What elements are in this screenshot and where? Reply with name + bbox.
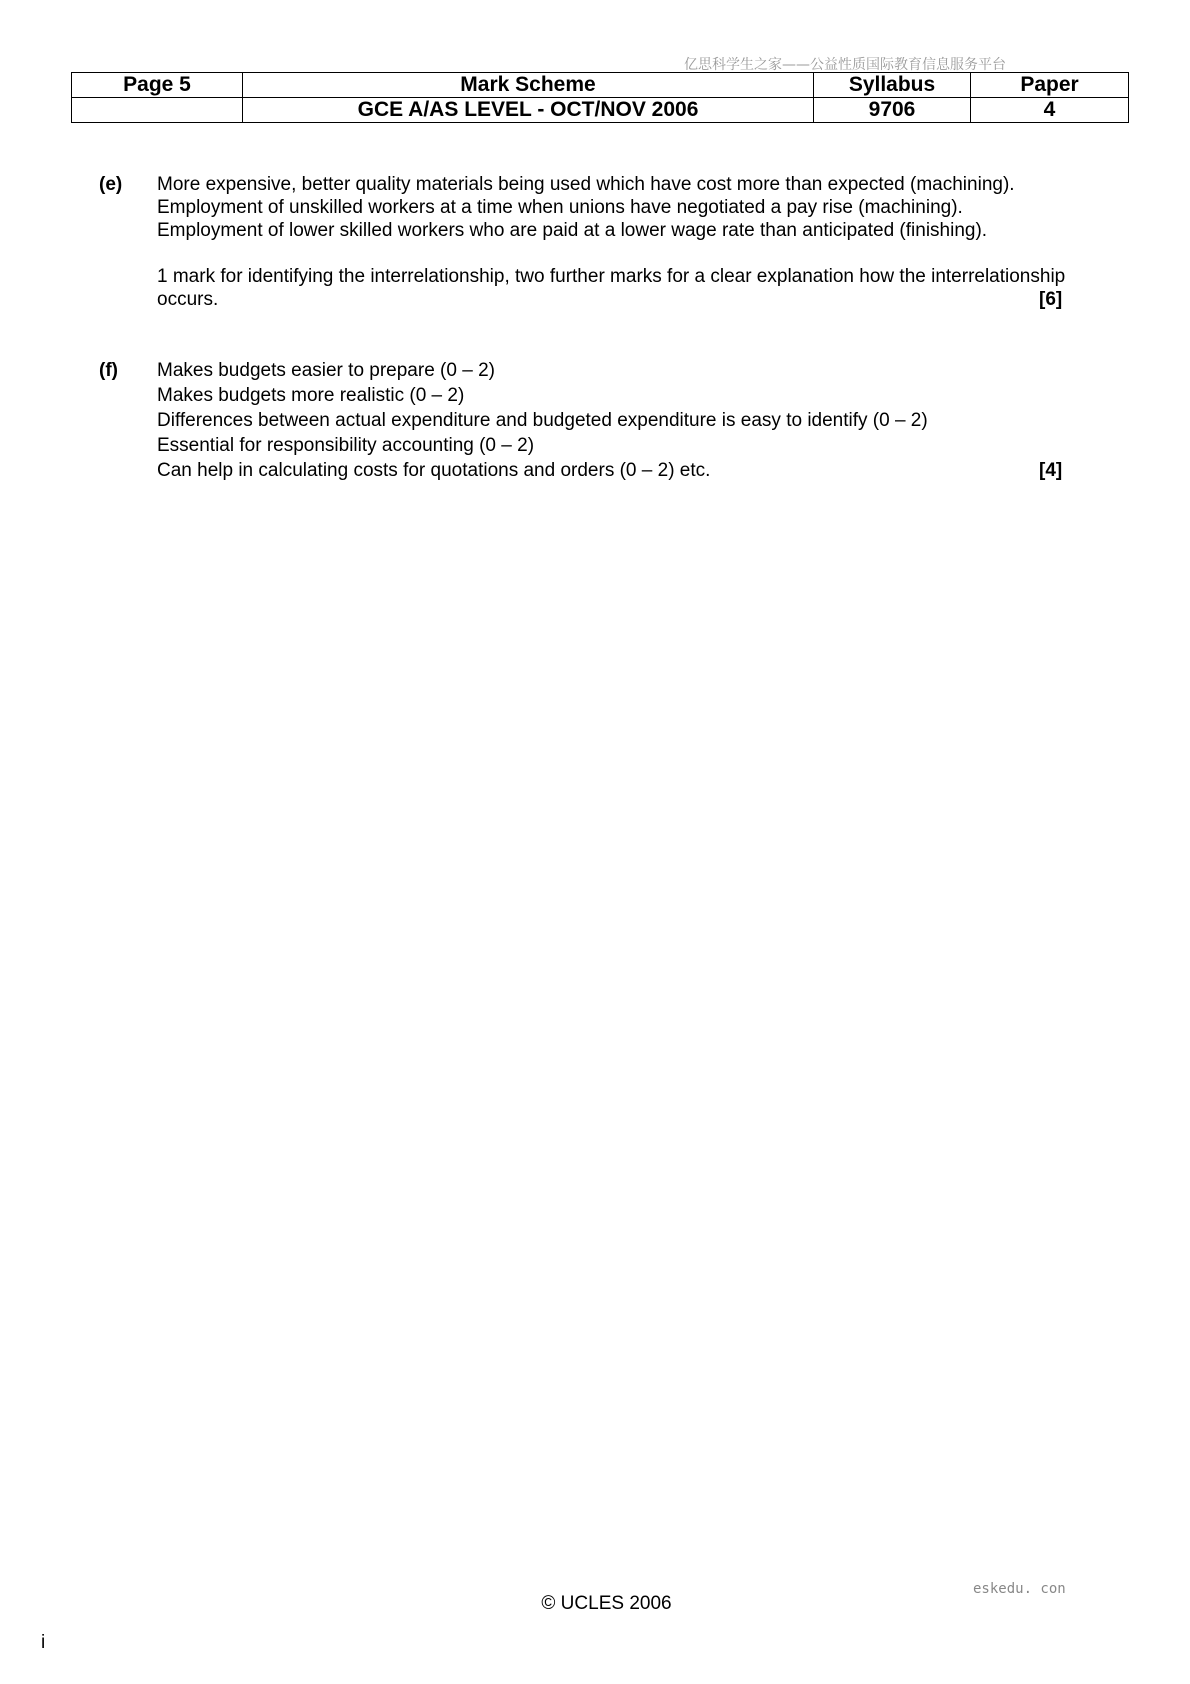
- section-f-line: Essential for responsibility accounting (0 – 2): [157, 435, 535, 456]
- page-number-cell: Page 5: [72, 73, 243, 98]
- header-row-1: [72, 73, 1129, 98]
- section-f-mark: [4]: [1039, 460, 1063, 481]
- watermark-top: 亿思科学生之家——公益性质国际教育信息服务平台: [684, 57, 1006, 73]
- section-f-label: (f): [99, 360, 118, 381]
- paper-label-cell: Paper: [971, 73, 1129, 98]
- empty-cell: [72, 98, 243, 123]
- section-f-line-last: [157, 459, 1190, 484]
- document-title-cell: Mark Scheme: [243, 73, 814, 98]
- section-f-line-text: Can help in calculating costs for quotations and orders (0 – 2) etc.: [157, 460, 711, 481]
- section-e-note-line-last: [157, 288, 1190, 311]
- section-e-line: Employment of lower skilled workers who are paid at a lower wage rate than anticipated (finishing).: [157, 220, 988, 241]
- section-e-line: Employment of unskilled workers at a time when unions have negotiated a pay rise (machining).: [157, 197, 963, 218]
- syllabus-label-cell: Syllabus: [814, 73, 971, 98]
- section-e-note-line: 1 mark for identifying the interrelationship, two further marks for a clear explanation how the interrelationship: [157, 266, 1066, 287]
- section-e-note-text: occurs.: [157, 289, 219, 310]
- section-f-line: Makes budgets easier to prepare (0 – 2): [157, 360, 495, 381]
- footer-copyright: © UCLES 2006: [541, 1593, 672, 1614]
- syllabus-code-cell: 9706: [814, 98, 971, 123]
- watermark-bottom: eskedu. con: [973, 1581, 1066, 1597]
- section-e-line: More expensive, better quality materials being used which have cost more than expected (machining).: [157, 174, 1015, 195]
- header-row-2: [72, 98, 1129, 123]
- section-e-label: (e): [99, 174, 123, 195]
- corner-mark: i: [41, 1632, 46, 1653]
- section-e-mark: [6]: [1039, 289, 1063, 310]
- section-f-line: Makes budgets more realistic (0 – 2): [157, 385, 465, 406]
- header-table: [71, 72, 1129, 123]
- section-e-body: [157, 173, 1190, 311]
- paper-number-cell: 4: [971, 98, 1129, 123]
- section-f-line: Differences between actual expenditure and budgeted expenditure is easy to identify (0 – 2): [157, 410, 928, 431]
- exam-level-cell: GCE A/AS LEVEL - OCT/NOV 2006: [243, 98, 814, 123]
- section-f-body: [157, 359, 1190, 484]
